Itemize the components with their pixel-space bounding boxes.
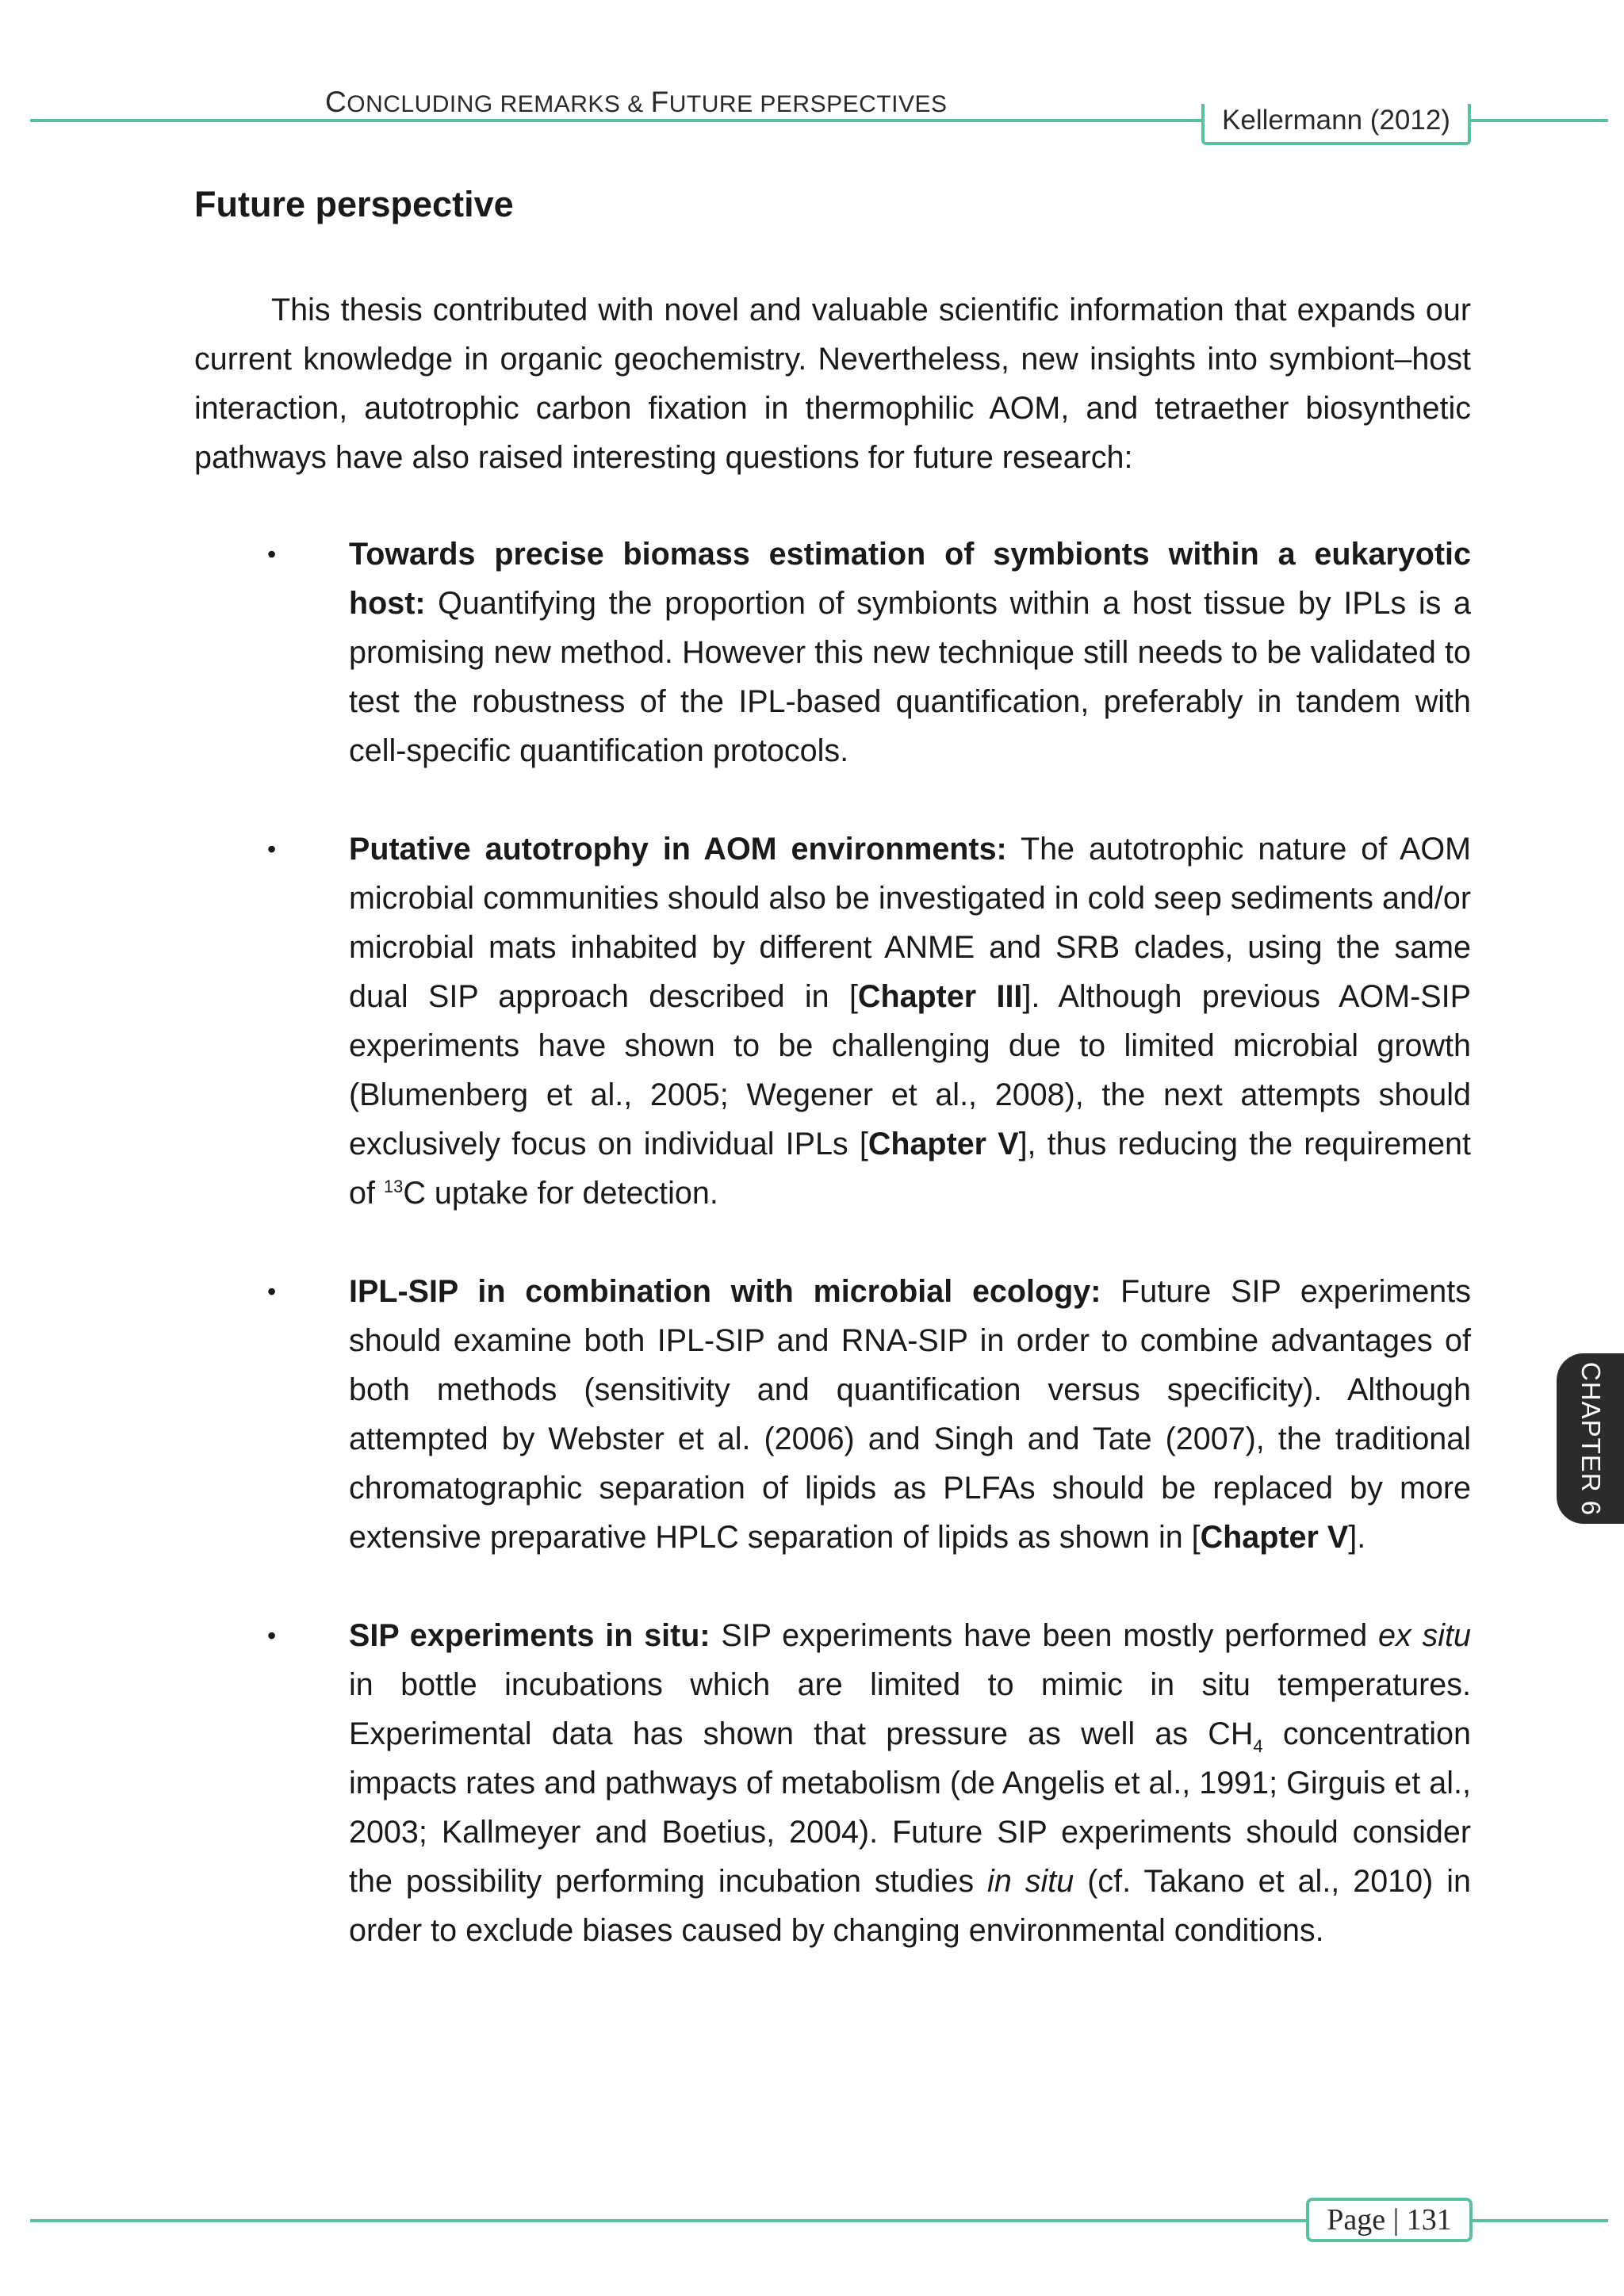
item-text: concentration impacts rates and pathways of metabolism (de Angelis et al., 1991; Girguis et al., 2003; Kallmeyer and Boetius, 2004). Future SIP experiments should consider the possibility performing incubation studies [349,1716,1471,1899]
bullet-icon: • [267,1277,277,1306]
chapter-reference: Chapter V [1200,1520,1349,1555]
chapter-reference: Chapter III [857,979,1023,1014]
formula-subscript: 4 [1253,1736,1263,1756]
page-number: Page | 131 [1306,2198,1473,2242]
chapter-tab-label: CHAPTER 6 [1576,1361,1606,1516]
bullet-icon: • [267,835,277,863]
item-text: The autotrophic nature of AOM microbial communities should also be investigated in cold seep sediments and/or microbial mats inhabited by different ANME and SRB clades, using the same dual SIP approach described in [ [349,832,1472,1014]
intro-paragraph: This thesis contributed with novel and valuable scientific information that expands our current knowledge in organic geochemistry. Nevertheless, new insights into symbiont–host interaction, autotrophic carbon fixation in thermophilic AOM, and tetraether biosynthetic pathways have also raised interesting questions for future research: [194,293,1471,475]
item-text: Quantifying the proportion of symbionts within a host tissue by IPLs is a promising new method. However this new technique still needs to be validated to test the robustness of the IPL-based quantification, preferably in tandem with cell-specific quantification protocols. [349,586,1471,768]
chapter-side-tab [1557,1353,1624,1524]
item-heading: Putative autotrophy in AOM environments: [349,832,1007,867]
item-text: ], thus reducing the requirement of [349,1127,1471,1211]
bullet-icon: • [267,1621,277,1650]
list-item [194,825,1471,1218]
author-year: Kellermann (2012) [1222,105,1450,136]
item-text: Future SIP experiments should examine both IPL-SIP and RNA-SIP in order to combine advantages of both methods (sensitivity and quantification versus specificity). Although attempted by Webster et al. (2006) and Singh and Tate (2007), the traditional chromatographic separation of lipids as PLFAs should be replaced by more extensive preparative HPLC separation of lipids as shown in [ [349,1274,1472,1555]
bullet-icon: • [267,540,277,568]
item-italic: ex situ [1378,1618,1471,1653]
item-text: ]. [1348,1520,1366,1555]
item-text: C uptake for detection. [403,1176,718,1211]
list-item [194,1611,1471,1955]
list-item [194,530,1471,775]
item-text: in bottle incubations which are limited to mimic in situ temperatures. Experimental data has shown that pressure as well as CH [349,1667,1471,1751]
perspective-list [194,530,1471,2004]
section-heading: Future perspective [194,184,514,224]
chapter-reference: Chapter V [868,1127,1019,1161]
item-text: ]. Although previous AOM-SIP experiments have shown to be challenging due to limited microbial growth (Blumenberg et al., 2005; Wegener et al., 2008), the next attempts should exclusively focus on individual IPLs [ [349,979,1471,1161]
item-text: SIP experiments have been mostly performed [710,1618,1378,1653]
item-heading: IPL-SIP in combination with microbial ecology: [349,1274,1101,1309]
isotope-superscript: 13 [383,1177,404,1196]
running-header-title: CONCLUDING REMARKS & FUTURE PERSPECTIVES [325,86,948,118]
item-heading: Towards precise biomass estimation of symbionts within a eukaryotic host: [349,537,1471,621]
item-italic: in situ [987,1864,1074,1899]
list-item [194,1267,1471,1562]
item-text: (cf. Takano et al., 2010) in order to exclude biases caused by changing environmental conditions. [349,1864,1471,1948]
item-heading: SIP experiments in situ: [349,1618,710,1653]
